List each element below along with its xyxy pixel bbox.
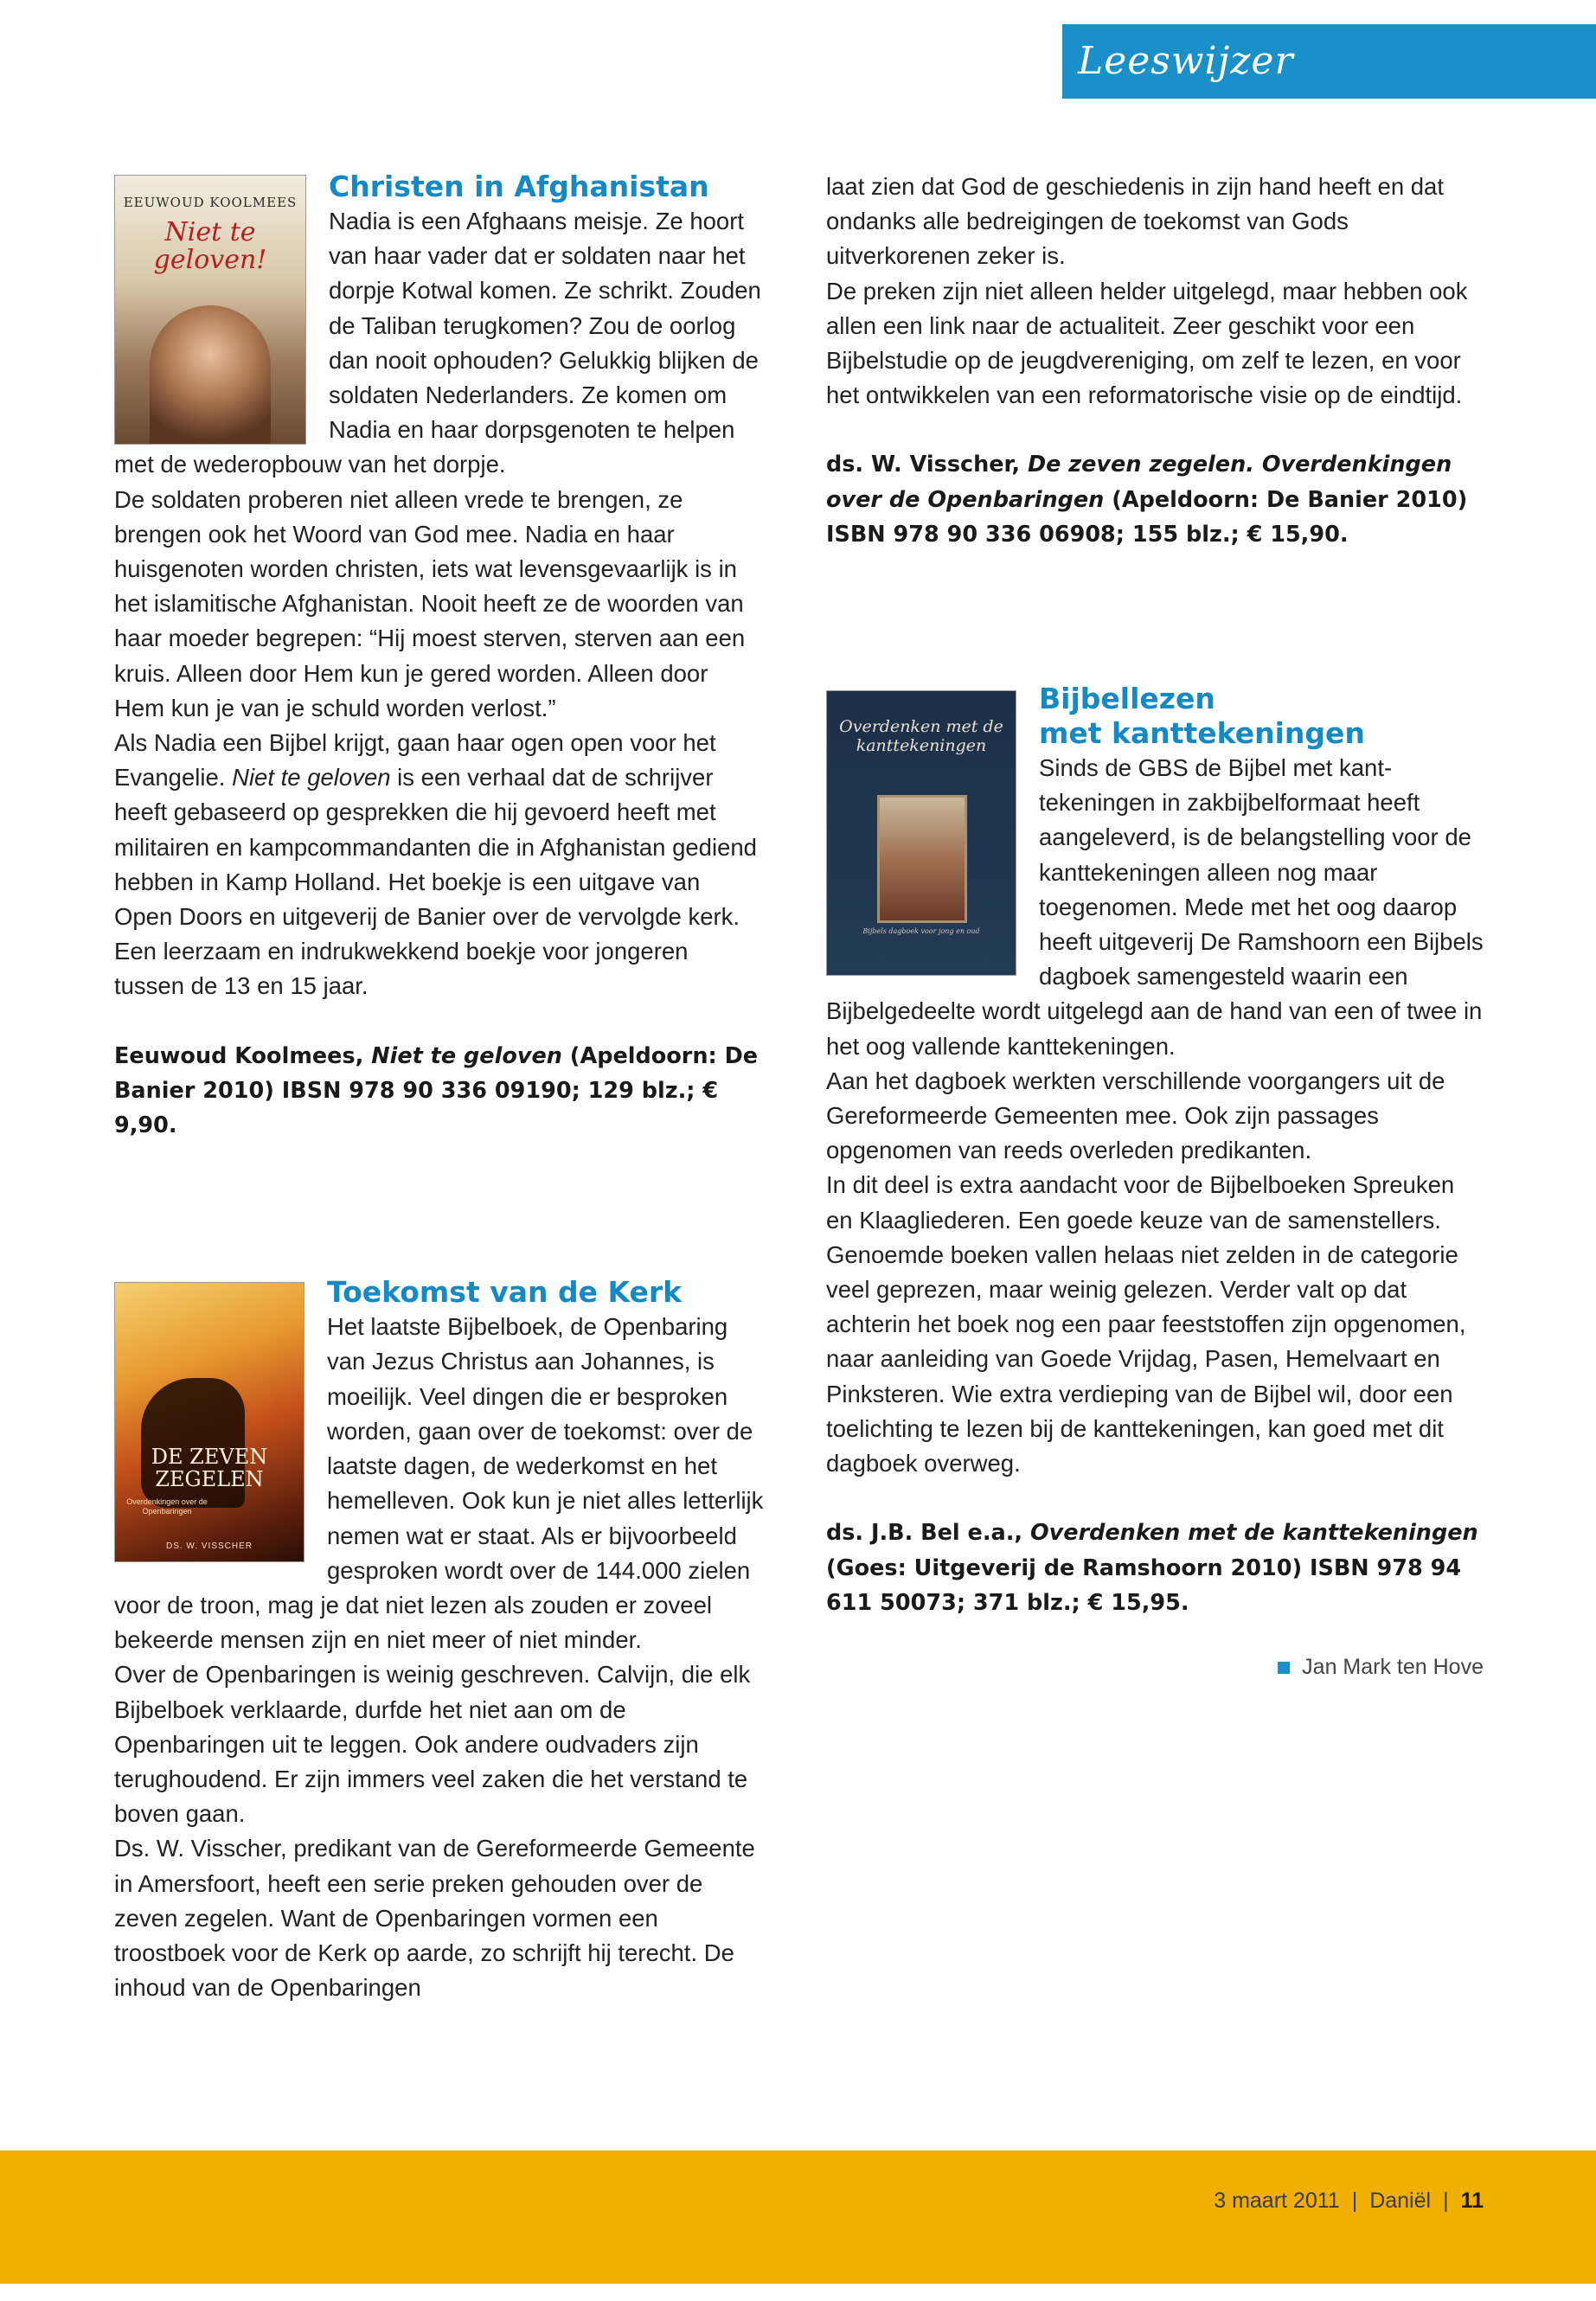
footer-band (0, 2150, 1596, 2284)
paragraph: Sinds de GBS de Bijbel met kanttekeningen in zakbijbelformaat heeft aangeleverd, is de belangstelling voor de kanttekeningen alleen nog maar toegenomen. Mede met het oog daarop heeft uitgeverij De Ramshoorn een Bijbels dagboek samengesteld waarin een Bijbelgedeelte wordt uitgelegd aan de hand van een of twee in het oog vallende kanttekeningen. (826, 754, 1484, 1060)
cover-girl-image (150, 305, 271, 444)
cover-subtitle: Bijbels dagboek voor jong en oud (862, 927, 980, 936)
left-column (114, 170, 765, 2005)
paragraph: Het laatste Bijbelboek, de Openbaring van Jezus Christus aan Johannes, is moeilijk. Veel dingen die er besproken worden, gaan over de toekomst: over de laatste dagen, de wederkomst en het hemelleven. Ook kun je niet alles letterlijk nemen wat er staat. Als er bijvoorbeeld gesproken wordt over de 144.000 zielen voor de troon, mag je dat niet lezen als zouden er zoveel bekeerde mensen zijn en niet meer of niet minder. (114, 1313, 764, 1654)
bibliography: Eeuwoud Koolmees, Niet te geloven (Apeldoorn: De Banier 2010) IBSN 978 90 336 09190; 129 blz.; € 9,90. (114, 1042, 759, 1139)
book-cover-de-zeven-zegelen (114, 1282, 304, 1562)
paragraph: Nadia is een Afghaans meisje. Ze hoort van haar vader dat er soldaten naar het dorpje Kotwal komen. Ze schrikt. Zouden de Taliban terugkomen? Zou de oorlog dan nooit ophouden? Gelukkig blijken de soldaten Nederlanders. Ze komen om Nadia en haar dorpsgenoten te helpen met de wederopbouw van het dorpje. (114, 208, 761, 478)
page-number: 11 (1460, 2189, 1484, 2213)
right-column (826, 170, 1484, 1680)
cover-title: DE ZEVEN ZEGELEN (151, 1445, 268, 1492)
footer-separator: | (1351, 2189, 1358, 2213)
paragraph: In dit deel is extra aandacht voor de Bijbelboeken Spreuken en Klaagliederen. Een goede keuze van de samenstellers. Genoemde boeken vallen helaas niet zelden in de categorie veel geprezen, maar weinig gelezen. Verder valt op dat achterin het boek nog een paar feeststoffen zijn opgenomen, naar aanleiding van Goede Vrijdag, Pasen, Hemelvaart en Pinksteren. Wie extra verdieping van de Bijbel wil, door een toelichting te lezen bij de kanttekeningen, kan goed met dit dagboek overweg. (826, 1171, 1466, 1477)
review-body-continued (826, 170, 1484, 413)
cover-ornament-image (877, 795, 967, 923)
author-signature: Jan Mark ten Hove (826, 1655, 1484, 1680)
footer-date: 3 maart 2011 (1214, 2189, 1340, 2213)
paragraph: Aan het dagboek werkten verschillende voorgangers uit de Gereformeerde Gemeenten mee. Ook zijn passages opgenomen van reeds overleden predikanten. (826, 1067, 1445, 1164)
cover-title: Overdenken met de kanttekeningen (839, 717, 1003, 756)
section-tab: Leeswijzer (1062, 24, 1596, 99)
cover-author: EEUWOUD KOOLMEES (123, 195, 298, 210)
footer-separator: | (1443, 2189, 1449, 2213)
cover-subtitle: Overdenkingen over de Openbaringen (126, 1497, 208, 1516)
paragraph: Over de Openbaringen is weinig geschreven. Calvijn, die elk Bijbelboek verklaarde, durfde het niet aan om de Openbaringen uit te leggen. Ook andere oudvaders zijn terughoudend. Er zijn immers veel zaken die het verstand te boven gaan. (114, 1661, 751, 1828)
book-cover-overdenken-met-de-kanttekeningen (826, 690, 1016, 976)
square-bullet-icon (1278, 1662, 1290, 1674)
cover-author: DS. W. VISSCHER (165, 1541, 253, 1552)
bibliography: ds. W. Visscher, De zeven zegelen. Overdenkingen over de Openbaringen (Apeldoorn: De Banier 2010) ISBN 978 90 336 06908; 155 blz.; € 15,90. (826, 452, 1468, 548)
book-cover-niet-te-geloven (114, 175, 306, 445)
paragraph: Als Nadia een Bijbel krijgt, gaan haar ogen open voor het Evangelie. Niet te geloven is een verhaal dat de schrijver heeft gebaseerd op gesprekken die hij gevoerd heeft met militairen en kampcommandanten die in Afghanistan gediend hebben in Kamp Holland. Het boekje is een uitgave van Open Doors en uitgeverij de Banier over de vervolgde kerk. Een leerzaam en indrukwekkend boekje voor jongeren tussen de 13 en 15 jaar. (114, 729, 757, 1000)
paragraph: laat zien dat God de geschiedenis in zijn hand heeft en dat ondanks alle bedreigingen de toekomst van Gods uitverkorenen zeker is. (826, 173, 1444, 270)
cover-title: Niet te geloven! (153, 217, 267, 275)
bibliography: ds. J.B. Bel e.a., Overdenken met de kanttekeningen (Goes: Uitgeverij de Ramshoorn 2010) ISBN 978 94 611 50073; 371 blz.; € 15,95. (826, 1520, 1478, 1616)
review-toekomst-van-de-kerk (114, 1275, 765, 2005)
book-title-inline: Niet te geloven (232, 764, 391, 792)
footer-folio (1214, 2189, 1484, 2214)
paragraph: De soldaten proberen niet alleen vrede te brengen, ze brengen ook het Woord van God mee. Nadia en haar huisgenoten worden christen, iets wat levensgevaarlijk is in het islamitische Afghanistan. Nooit heeft ze de woorden van haar moeder begrepen: “Hij moest sterven, sterven aan een kruis. Alleen door Hem kun je gered worden. Alleen door Hem kun je van je schuld worden verlost.” (114, 485, 746, 721)
paragraph: Ds. W. Visscher, predikant van de Gereformeerde Gemeente in Amersfoort, heeft een serie preken gehouden over de zeven zegelen. Want de Openbaringen vormen een troostboek voor de Kerk op aarde, zo schrijft hij terecht. De inhoud van de Openbaringen (114, 1835, 755, 2002)
paragraph: De preken zijn niet alleen helder uitgelegd, maar hebben ook allen een link naar de actualiteit. Zeer geschikt voor een Bijbelstudie op de jeugdvereniging, om zelf te lezen, en voor het ontwikkelen van een reformatorische visie op de eindtijd. (826, 277, 1468, 409)
review-christen-in-afghanistan (114, 170, 765, 1143)
review-bijbellezen-met-kanttekeningen (826, 682, 1484, 1620)
footer-magazine: Daniël (1369, 2189, 1432, 2213)
review-title: Christen in Afghanistan (329, 170, 709, 203)
review-title: Toekomst van de Kerk (327, 1275, 683, 1310)
review-title: Bijbellezen met kanttekeningen (1039, 682, 1365, 751)
